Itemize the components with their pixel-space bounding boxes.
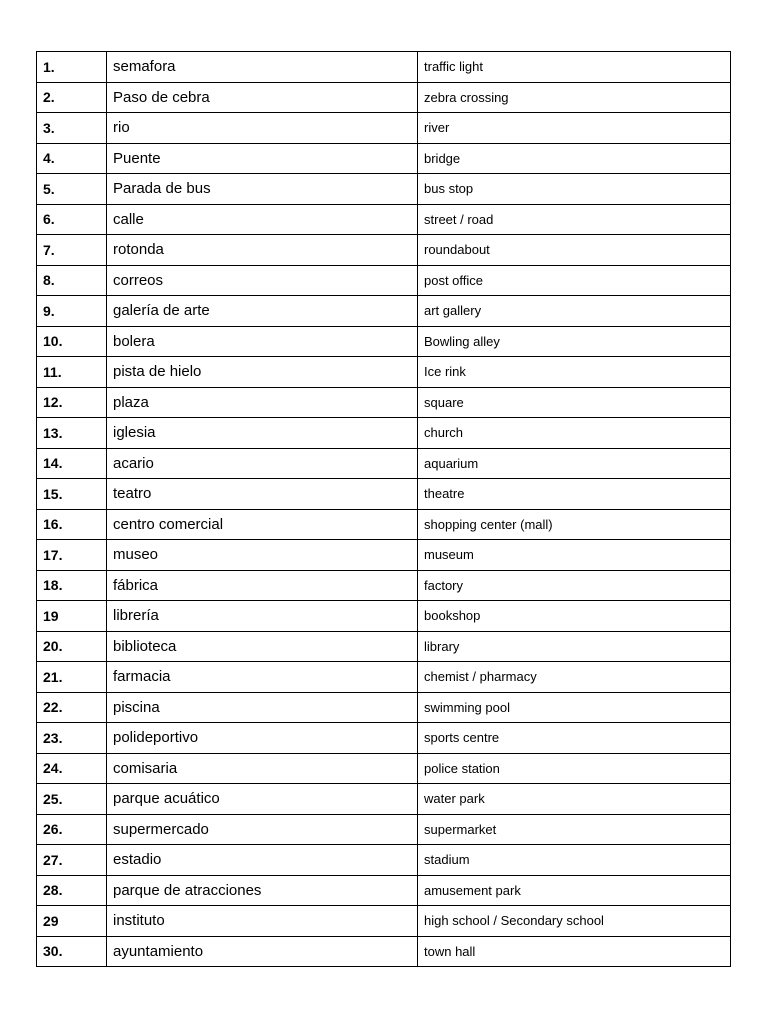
table-row <box>37 113 731 144</box>
english-translation-cell: zebra crossing <box>418 82 731 113</box>
spanish-term-cell: centro comercial <box>107 509 418 540</box>
table-row <box>37 509 731 540</box>
table-row <box>37 418 731 449</box>
row-number-cell: 18. <box>37 570 107 601</box>
row-number-cell: 10. <box>37 326 107 357</box>
spanish-term-cell: galería de arte <box>107 296 418 327</box>
english-translation-cell: bridge <box>418 143 731 174</box>
row-number-cell: 6. <box>37 204 107 235</box>
table-row <box>37 235 731 266</box>
english-translation-cell: factory <box>418 570 731 601</box>
english-translation-cell: traffic light <box>418 52 731 83</box>
row-number-cell: 7. <box>37 235 107 266</box>
spanish-term-cell: acario <box>107 448 418 479</box>
table-row <box>37 204 731 235</box>
spanish-term-cell: semafora <box>107 52 418 83</box>
spanish-term-cell: parque acuático <box>107 784 418 815</box>
row-number-cell: 11. <box>37 357 107 388</box>
vocabulary-table-body <box>37 52 731 967</box>
spanish-term-cell: supermercado <box>107 814 418 845</box>
table-row <box>37 784 731 815</box>
english-translation-cell: swimming pool <box>418 692 731 723</box>
row-number-cell: 4. <box>37 143 107 174</box>
english-translation-cell: police station <box>418 753 731 784</box>
english-translation-cell: post office <box>418 265 731 296</box>
table-row <box>37 601 731 632</box>
row-number-cell: 23. <box>37 723 107 754</box>
table-row <box>37 174 731 205</box>
row-number-cell: 30. <box>37 936 107 967</box>
spanish-term-cell: teatro <box>107 479 418 510</box>
table-row <box>37 692 731 723</box>
row-number-cell: 17. <box>37 540 107 571</box>
row-number-cell: 29 <box>37 906 107 937</box>
english-translation-cell: Ice rink <box>418 357 731 388</box>
table-row <box>37 814 731 845</box>
table-row <box>37 82 731 113</box>
english-translation-cell: amusement park <box>418 875 731 906</box>
row-number-cell: 16. <box>37 509 107 540</box>
english-translation-cell: town hall <box>418 936 731 967</box>
row-number-cell: 12. <box>37 387 107 418</box>
english-translation-cell: stadium <box>418 845 731 876</box>
spanish-term-cell: bolera <box>107 326 418 357</box>
english-translation-cell: street / road <box>418 204 731 235</box>
row-number-cell: 28. <box>37 875 107 906</box>
table-row <box>37 52 731 83</box>
spanish-term-cell: librería <box>107 601 418 632</box>
vocabulary-table <box>36 51 731 967</box>
spanish-term-cell: Parada de bus <box>107 174 418 205</box>
english-translation-cell: aquarium <box>418 448 731 479</box>
table-row <box>37 753 731 784</box>
spanish-term-cell: rotonda <box>107 235 418 266</box>
row-number-cell: 15. <box>37 479 107 510</box>
english-translation-cell: square <box>418 387 731 418</box>
spanish-term-cell: comisaria <box>107 753 418 784</box>
english-translation-cell: shopping center (mall) <box>418 509 731 540</box>
spanish-term-cell: calle <box>107 204 418 235</box>
table-row <box>37 357 731 388</box>
row-number-cell: 2. <box>37 82 107 113</box>
table-row <box>37 479 731 510</box>
row-number-cell: 13. <box>37 418 107 449</box>
english-translation-cell: sports centre <box>418 723 731 754</box>
english-translation-cell: bookshop <box>418 601 731 632</box>
spanish-term-cell: parque de atracciones <box>107 875 418 906</box>
table-row <box>37 845 731 876</box>
table-row <box>37 448 731 479</box>
english-translation-cell: church <box>418 418 731 449</box>
spanish-term-cell: instituto <box>107 906 418 937</box>
spanish-term-cell: iglesia <box>107 418 418 449</box>
table-row <box>37 540 731 571</box>
english-translation-cell: supermarket <box>418 814 731 845</box>
row-number-cell: 8. <box>37 265 107 296</box>
row-number-cell: 26. <box>37 814 107 845</box>
spanish-term-cell: ayuntamiento <box>107 936 418 967</box>
row-number-cell: 5. <box>37 174 107 205</box>
spanish-term-cell: Paso de cebra <box>107 82 418 113</box>
table-row <box>37 296 731 327</box>
table-row <box>37 631 731 662</box>
table-row <box>37 570 731 601</box>
spanish-term-cell: Puente <box>107 143 418 174</box>
english-translation-cell: bus stop <box>418 174 731 205</box>
row-number-cell: 1. <box>37 52 107 83</box>
row-number-cell: 27. <box>37 845 107 876</box>
spanish-term-cell: pista de hielo <box>107 357 418 388</box>
spanish-term-cell: plaza <box>107 387 418 418</box>
table-row <box>37 723 731 754</box>
row-number-cell: 25. <box>37 784 107 815</box>
spanish-term-cell: fábrica <box>107 570 418 601</box>
table-row <box>37 906 731 937</box>
spanish-term-cell: polideportivo <box>107 723 418 754</box>
table-row <box>37 265 731 296</box>
english-translation-cell: theatre <box>418 479 731 510</box>
row-number-cell: 24. <box>37 753 107 784</box>
row-number-cell: 22. <box>37 692 107 723</box>
row-number-cell: 20. <box>37 631 107 662</box>
spanish-term-cell: farmacia <box>107 662 418 693</box>
english-translation-cell: chemist / pharmacy <box>418 662 731 693</box>
spanish-term-cell: piscina <box>107 692 418 723</box>
table-row <box>37 326 731 357</box>
row-number-cell: 9. <box>37 296 107 327</box>
spanish-term-cell: estadio <box>107 845 418 876</box>
table-row <box>37 662 731 693</box>
row-number-cell: 14. <box>37 448 107 479</box>
row-number-cell: 21. <box>37 662 107 693</box>
row-number-cell: 19 <box>37 601 107 632</box>
english-translation-cell: Bowling alley <box>418 326 731 357</box>
english-translation-cell: high school / Secondary school <box>418 906 731 937</box>
english-translation-cell: water park <box>418 784 731 815</box>
spanish-term-cell: museo <box>107 540 418 571</box>
table-row <box>37 936 731 967</box>
english-translation-cell: art gallery <box>418 296 731 327</box>
spanish-term-cell: correos <box>107 265 418 296</box>
row-number-cell: 3. <box>37 113 107 144</box>
english-translation-cell: museum <box>418 540 731 571</box>
spanish-term-cell: biblioteca <box>107 631 418 662</box>
table-row <box>37 143 731 174</box>
table-row <box>37 387 731 418</box>
english-translation-cell: roundabout <box>418 235 731 266</box>
english-translation-cell: river <box>418 113 731 144</box>
spanish-term-cell: rio <box>107 113 418 144</box>
table-row <box>37 875 731 906</box>
english-translation-cell: library <box>418 631 731 662</box>
